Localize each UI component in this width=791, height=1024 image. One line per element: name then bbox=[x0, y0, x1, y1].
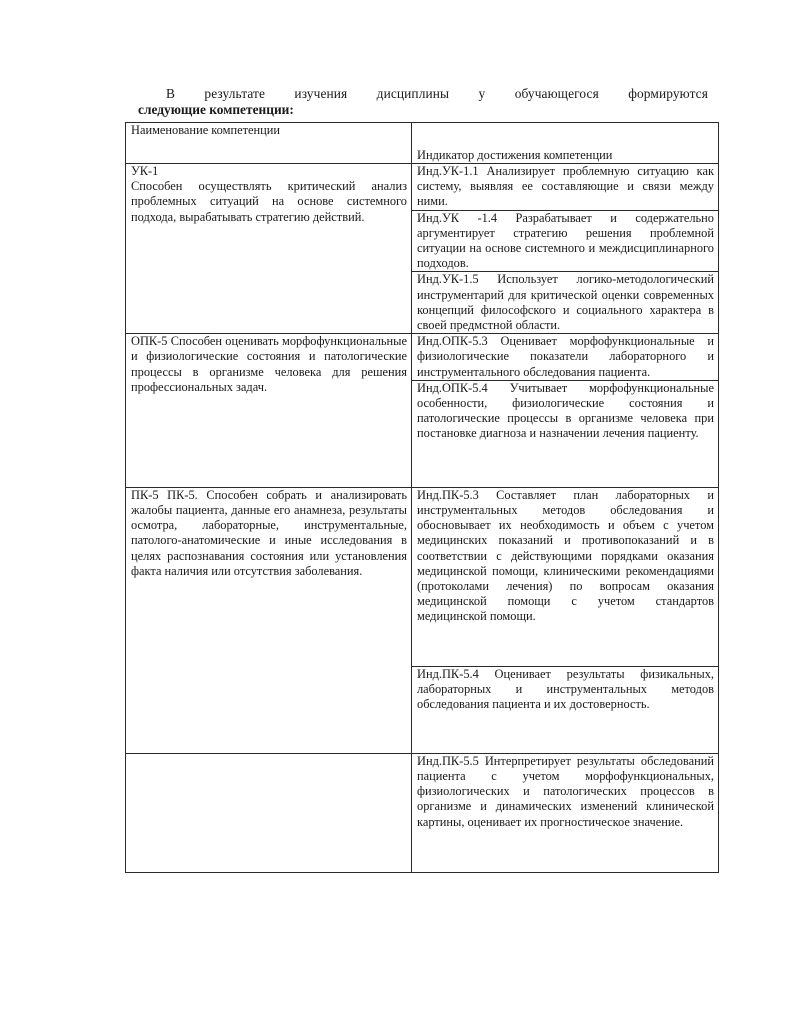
header-indicator-label: Индикатор достижения компетенции bbox=[417, 147, 613, 162]
indicator-cell bbox=[412, 380, 719, 487]
indicator-text: Инд.УК -1.4 Разрабатывает и содержательно аргументирует стратегию решения проблемной ситуации на основе системного и междисциплинарного подходов. bbox=[417, 210, 714, 271]
indicator-cell bbox=[412, 164, 719, 211]
indicator-cell bbox=[412, 210, 719, 272]
table-row bbox=[126, 487, 719, 666]
indicator-cell bbox=[412, 666, 719, 753]
competence-cell-opk5 bbox=[126, 334, 412, 488]
indicator-cell bbox=[412, 272, 719, 334]
intro-line-2: следующие компетенции: bbox=[138, 102, 294, 117]
competence-table bbox=[125, 122, 719, 873]
indicator-text: Инд.ОПК-5.4 Учитывает морфофункциональные особенности, физиологические состояния и патологические процессы в организме человека при постановке диагноза и назначении лечения пациенту. bbox=[417, 380, 714, 441]
competence-text: Способен осуществлять критический анализ проблемных ситуаций на основе системного подхода, вырабатывать стратегию действий. bbox=[131, 179, 407, 224]
header-competence bbox=[126, 123, 412, 164]
indicator-cell bbox=[412, 753, 719, 872]
indicator-text: Инд.ПК-5.3 Составляет план лабораторных и инструментальных методов обследования и обосновывает их необходимость и объем с учетом медицинских показаний и противопоказаний и в соответствии с действующими порядками оказания медицинской помощи, клиническими рекомендациями (протоколами лечения) по вопросам оказания медицинской помощи с учетом стандартов медицинской помощи. bbox=[417, 487, 714, 624]
competence-cell-empty bbox=[126, 753, 412, 872]
competence-text: ПК-5 ПК-5. Способен собрать и анализировать жалобы пациента, данные его анамнеза, результаты осмотра, лабораторные, инструментальные, патолого-анатомические и иные исследования в целях распознавания состояния или установления факта наличия или отсутствия заболевания. bbox=[131, 487, 407, 578]
competence-cell-pk5 bbox=[126, 487, 412, 753]
header-indicator bbox=[412, 123, 719, 164]
indicator-text: Инд.УК-1.5 Использует логико-методологический инструментарий для критической оценки современных концепций философского и социального характера в своей предмстной области. bbox=[417, 272, 714, 333]
table-row bbox=[126, 164, 719, 211]
competence-code: УК-1 bbox=[131, 164, 159, 178]
indicator-text: Инд.УК-1.1 Анализирует проблемную ситуацию как систему, выявляя ее составляющие и связи между ними. bbox=[417, 164, 714, 209]
competence-cell-uk1 bbox=[126, 164, 412, 334]
indicator-cell bbox=[412, 487, 719, 666]
table-row bbox=[126, 753, 719, 872]
table-row bbox=[126, 334, 719, 381]
competence-text: ОПК-5 Способен оценивать морфофункциональные и физиологические состояния и патологические процессы в организме человека для решения профессиональных задач. bbox=[131, 334, 407, 394]
intro-line-1: В результате изучения дисциплины у обучающегося формируются bbox=[166, 86, 708, 101]
indicator-text: Инд.ПК-5.4 Оценивает результаты физикальных, лабораторных и инструментальных методов обследования пациента и их достоверность. bbox=[417, 666, 714, 712]
intro-paragraph bbox=[138, 86, 708, 118]
indicator-text: Инд.ОПК-5.3 Оценивает морфофункциональные и физиологические показатели лабораторного и инструментального обследования пациента. bbox=[417, 334, 714, 379]
indicator-text: Инд.ПК-5.5 Интерпретирует результаты обследований пациента с учетом морфофункциональных, физиологических и патологических процессов в организме и динамических изменений клинической картины, оценивает их прогностическое значение. bbox=[417, 753, 714, 829]
indicator-cell bbox=[412, 334, 719, 381]
table-header-row bbox=[126, 123, 719, 164]
header-competence-label: Наименование компетенции bbox=[131, 123, 281, 137]
